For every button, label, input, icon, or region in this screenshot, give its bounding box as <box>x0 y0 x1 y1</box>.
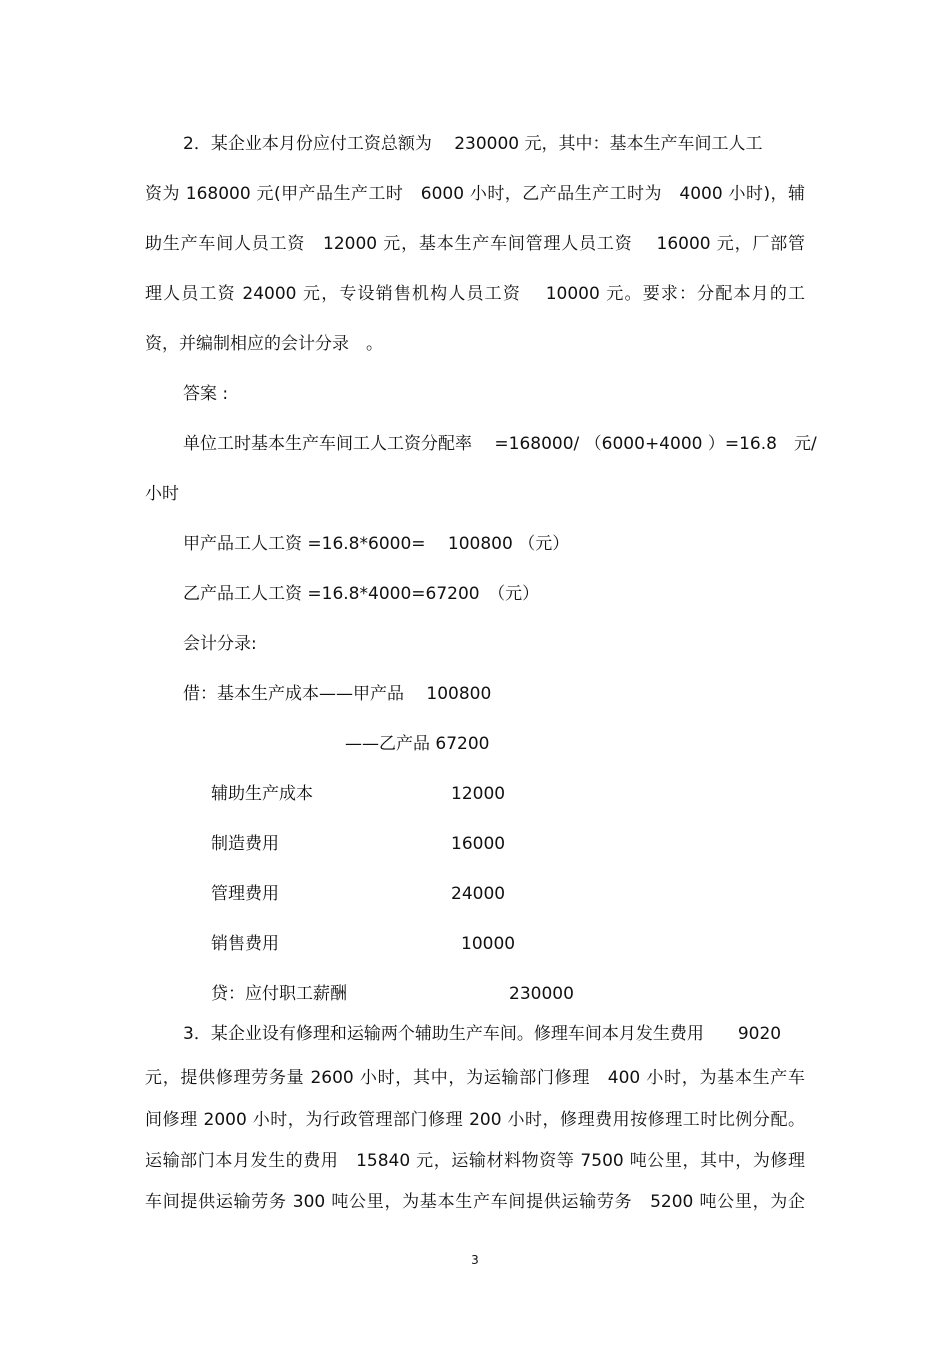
problem3-line-1: 3．某企业设有修理和运输两个辅助生产车间。修理车间本月发生费用 9020 <box>183 1024 782 1044</box>
entry-amount: 12000 <box>451 784 506 804</box>
rate-line-2: 小时 <box>145 484 179 504</box>
problem2-line-4: 理人员工资 24000 元，专设销售机构人员工资 10000 元。要求：分配本月的工 <box>145 284 805 304</box>
problem3-line-4: 运输部门本月发生的费用 15840 元，运输材料物资等 7500 吨公里，其中，为修理 <box>145 1151 805 1171</box>
problem2-line-2: 资为 168000 元(甲产品生产工时 6000 小时，乙产品生产工时为 4000 小时)，辅 <box>145 184 805 204</box>
entry-amount: 24000 <box>451 884 506 904</box>
rate-line-1: 单位工时基本生产车间工人工资分配率 =168000/ （6000+4000 ）=16.8 元/ <box>183 434 817 454</box>
entry-account: 辅助生产成本 <box>211 784 313 804</box>
page-number: 3 <box>471 1253 479 1267</box>
product-a-wage: 甲产品工人工资 =16.8*6000= 100800 （元） <box>183 534 570 554</box>
credit-amount: 230000 <box>509 984 574 1004</box>
problem2-line-3: 助生产车间人员工资 12000 元，基本生产车间管理人员工资 16000 元，厂部管 <box>145 234 805 254</box>
problem3-line-5: 车间提供运输劳务 300 吨公里，为基本生产车间提供运输劳务 5200 吨公里，为企 <box>145 1192 805 1212</box>
problem2-line-5: 资，并编制相应的会计分录 。 <box>145 334 383 354</box>
entry-amount: 10000 <box>461 934 516 954</box>
entry-amount: 16000 <box>451 834 506 854</box>
product-b-wage: 乙产品工人工资 =16.8*4000=67200 （元） <box>183 584 540 604</box>
problem3-line-2: 元，提供修理劳务量 2600 小时，其中，为运输部门修理 400 小时，为基本生产车 <box>145 1068 805 1088</box>
entry-account: 制造费用 <box>211 834 279 854</box>
problem3-line-3: 间修理 2000 小时，为行政管理部门修理 200 小时，修理费用按修理工时比例分配。 <box>145 1110 805 1130</box>
debit-line-1: 借：基本生产成本——甲产品 100800 <box>183 684 492 704</box>
credit-account: 贷：应付职工薪酬 <box>211 984 347 1004</box>
debit-line-2: ——乙产品 67200 <box>345 734 490 754</box>
answer-label: 答案 : <box>183 384 229 404</box>
problem2-line-1: 2．某企业本月份应付工资总额为 230000 元，其中：基本生产车间工人工 <box>183 134 763 154</box>
entry-account: 销售费用 <box>211 934 279 954</box>
entry-account: 管理费用 <box>211 884 279 904</box>
journal-entry-label: 会计分录: <box>183 634 257 654</box>
